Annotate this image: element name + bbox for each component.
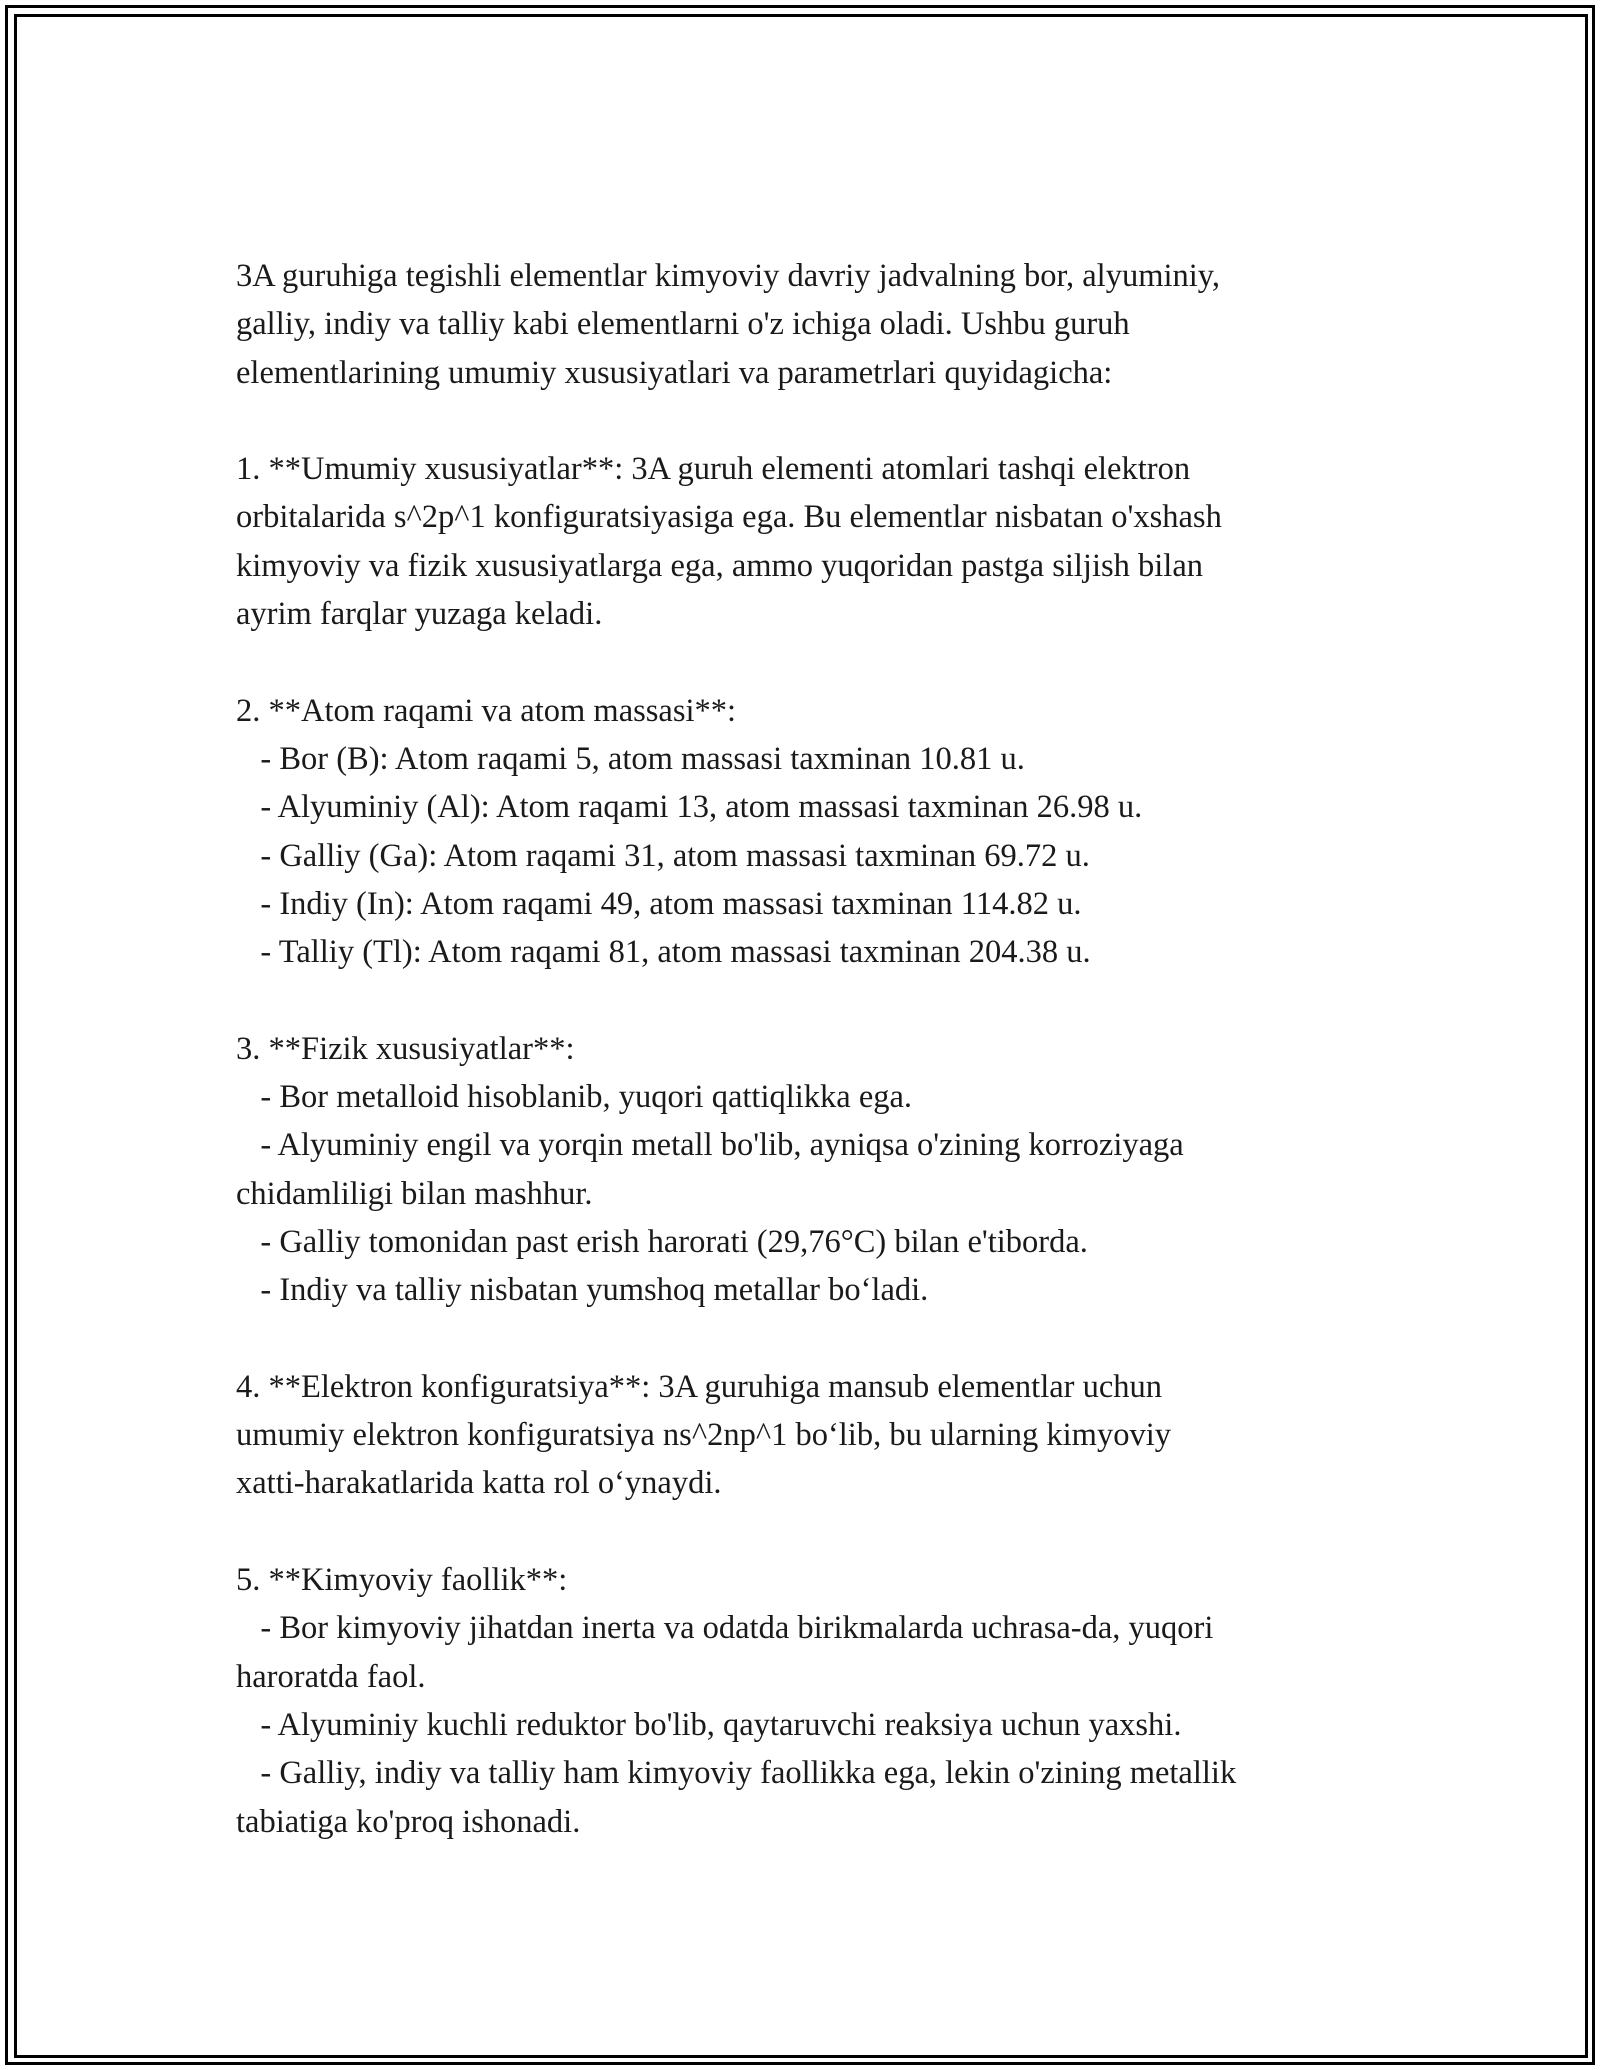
blank-line [236,638,1416,686]
text-line: - Indiy va talliy nisbatan yumshoq metallar bo‘ladi. [236,1272,929,1309]
text-line: umumiy elektron konfiguratsiya ns^2np^1 bo‘lib, bu ularning kimyoviy [236,1417,1171,1454]
blank-line [236,1508,1416,1556]
text-line: 5. **Kimyoviy faollik**: [236,1562,568,1599]
text-line: elementlarining umumiy xususiyatlari va parametrlari quyidagicha: [236,354,1113,391]
blank-line [236,1315,1416,1363]
text-line: - Galliy (Ga): Atom raqami 31, atom massasi taxminan 69.72 u. [236,837,1090,874]
text-line: xatti-harakatlarida katta rol o‘ynaydi. [236,1465,722,1502]
text-line: tabiatiga ko'proq ishonadi. [236,1803,581,1840]
text-line: - Alyuminiy engil va yorqin metall bo'lib, ayniqsa o'zining korroziyaga [236,1127,1184,1164]
blank-line [236,397,1416,445]
document-body [236,252,1416,1846]
text-line: chidamliligi bilan mashhur. [236,1175,593,1212]
text-line: 3A guruhiga tegishli elementlar kimyoviy davriy jadvalning bor, alyuminiy, [236,258,1221,294]
text-line: - Alyuminiy kuchli reduktor bo'lib, qaytaruvchi reaksiya uchun yaxshi. [236,1706,1182,1743]
text-line: - Galliy tomonidan past erish harorati (29,76°C) bilan e'tiborda. [236,1223,1088,1260]
text-line: - Bor metalloid hisoblanib, yuqori qattiqlikka ega. [236,1079,913,1116]
text-line: ayrim farqlar yuzaga keladi. [236,596,603,633]
text-line: 1. **Umumiy xususiyatlar**: 3A guruh elementi atomlari tashqi elektron [236,451,1191,488]
text-line: kimyoviy va fizik xususiyatlarga ega, ammo yuqoridan pastga siljish bilan [236,547,1204,584]
text-line: - Galliy, indiy va talliy ham kimyoviy faollikka ega, lekin o'zining metallik [236,1755,1237,1792]
blank-line [236,976,1416,1024]
text-line: - Indiy (In): Atom raqami 49, atom massasi taxminan 114.82 u. [236,885,1082,922]
text-line: 2. **Atom raqami va atom massasi**: [236,692,737,729]
text-line: orbitalarida s^2p^1 konfiguratsiyasiga ega. Bu elementlar nisbatan o'xshash [236,499,1222,536]
text-line: - Bor (B): Atom raqami 5, atom massasi taxminan 10.81 u. [236,740,1025,777]
text-line: galliy, indiy va talliy kabi elementlarni o'z ichiga oladi. Ushbu guruh [236,306,1130,343]
text-line: 4. **Elektron konfiguratsiya**: 3A guruhiga mansub elementlar uchun [236,1368,1163,1405]
text-line: - Bor kimyoviy jihatdan inerta va odatda birikmalarda uchrasa-da, yuqori [236,1610,1214,1647]
text-line: haroratda faol. [236,1658,426,1695]
text-line: - Alyuminiy (Al): Atom raqami 13, atom massasi taxminan 26.98 u. [236,789,1143,826]
text-line: 3. **Fizik xususiyatlar**: [236,1030,575,1067]
text-line: - Talliy (Tl): Atom raqami 81, atom massasi taxminan 204.38 u. [236,934,1091,971]
